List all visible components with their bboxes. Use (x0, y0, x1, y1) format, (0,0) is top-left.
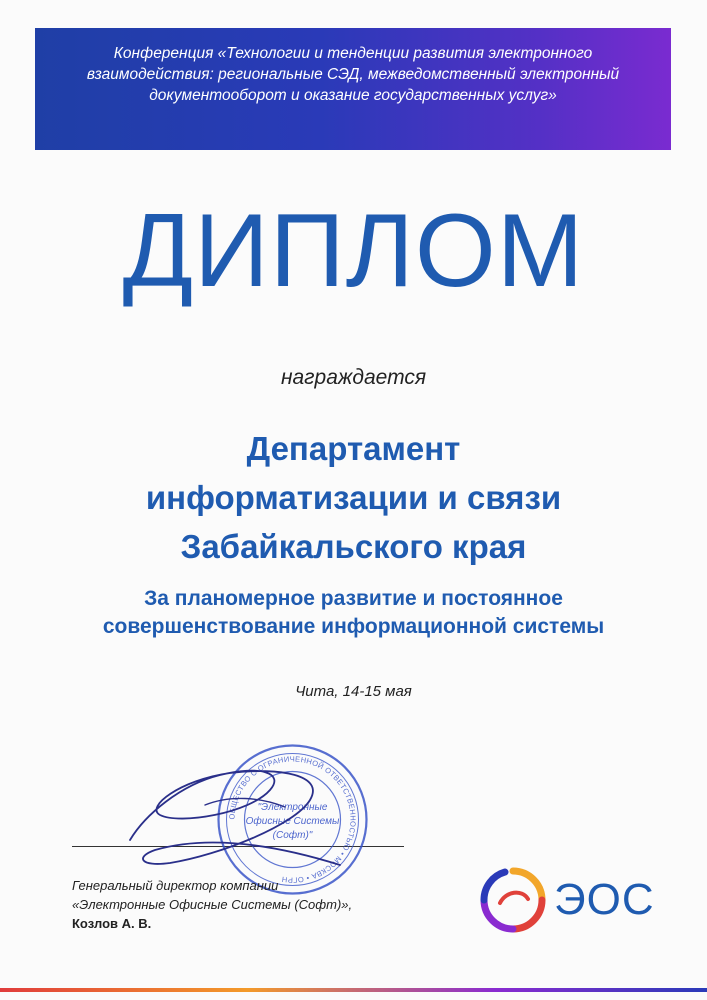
conference-banner (35, 28, 671, 150)
bottom-decorative-bar (0, 988, 707, 992)
awarded-label: награждается (280, 366, 427, 389)
conference-title (35, 43, 671, 106)
award-reason-line: За планомерное развитие и постоянное (144, 587, 563, 610)
eos-logo-mark-icon (478, 865, 548, 935)
place-and-date: Чита, 14-15 мая (295, 683, 412, 700)
signer-name: Козлов А. В. (72, 916, 152, 931)
signer-position-line2: «Электронные Офисные Системы (Софт)», (72, 897, 353, 912)
stamp-line-2: Офисные Системы (245, 816, 340, 827)
stamp-ring-text: ОБЩЕСТВО С ОГРАНИЧЕННОЙ ОТВЕТСТВЕННОСТЬЮ • МОСКВА • ОГРН (227, 754, 358, 885)
signer-block (72, 876, 432, 933)
signer-position-line1: Генеральный директор компании (72, 878, 279, 893)
eos-logo (478, 865, 655, 935)
stamp-line-3: (Софт)" (272, 830, 313, 841)
stamp-line-1: "Электронные (257, 802, 328, 813)
recipient-line: информатизации и связи (145, 479, 562, 516)
conference-title-line: взаимодействия: региональные СЭД, межведомственный электронный (86, 66, 620, 83)
handwritten-signature (110, 745, 350, 875)
recipient-line: Департамент (246, 430, 461, 467)
conference-title-line: документооборот и оказание государственных услуг» (149, 87, 557, 104)
eos-logo-text: ЭОС (554, 875, 655, 924)
recipient-name (0, 424, 707, 571)
recipient-line: Забайкальского края (180, 528, 527, 565)
award-reason-line: совершенствование информационной системы (102, 615, 605, 638)
award-reason (0, 585, 707, 641)
conference-title-line: Конференция «Технологии и тенденции развития электронного (113, 45, 593, 62)
diploma-title: ДИПЛОМ (122, 193, 585, 309)
